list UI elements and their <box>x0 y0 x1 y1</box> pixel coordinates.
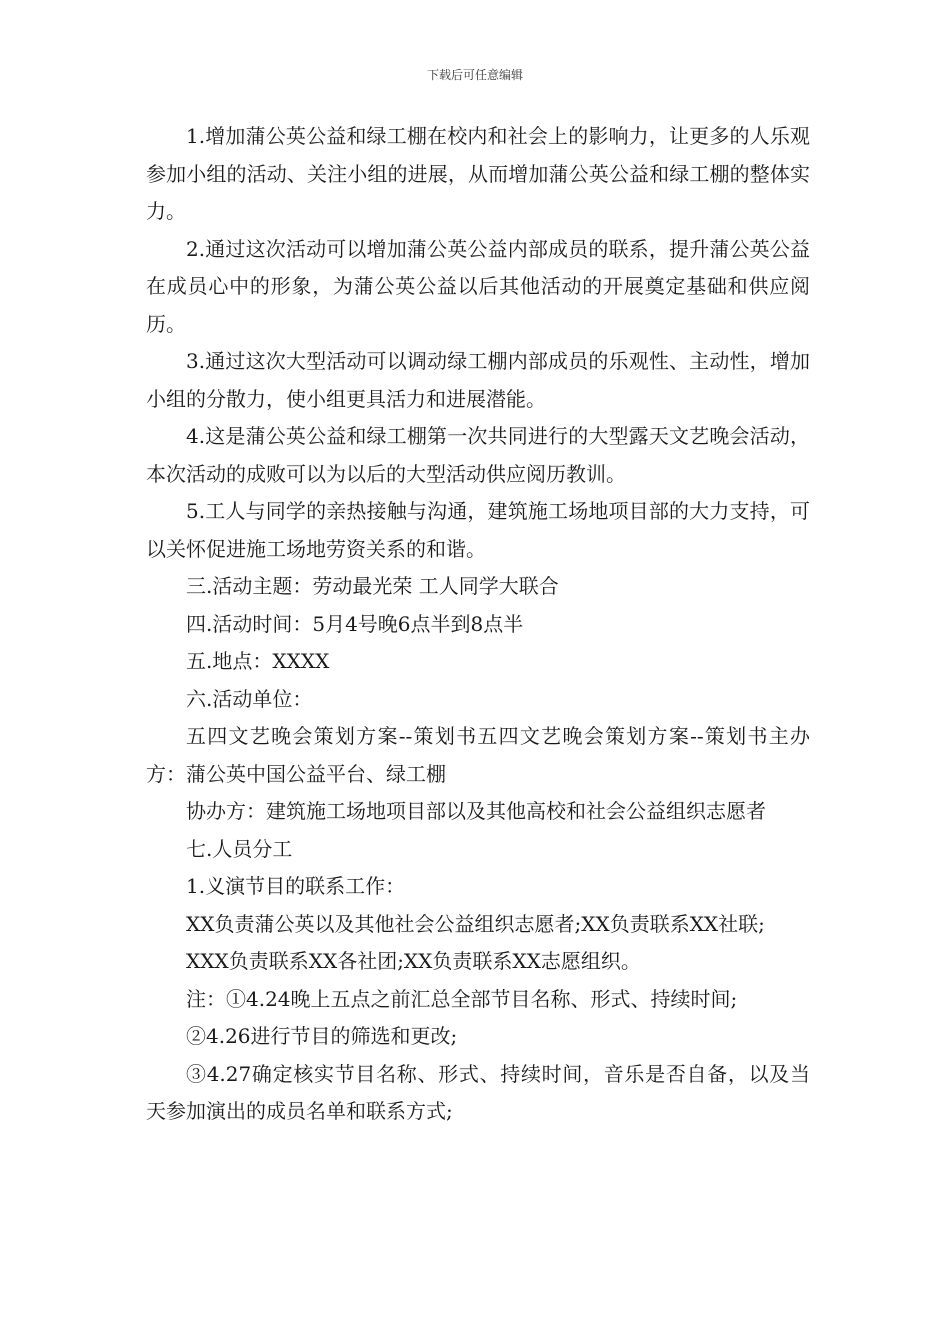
section-time: 四.活动时间：5月4号晚6点半到8点半 <box>186 611 524 636</box>
page-header: 下载后可任意编辑 <box>426 68 523 82</box>
paragraph-goal-4: 4.这是蒲公英公益和绿工棚第一次共同进行的大型露天文艺晚会活动，本次活动的成败可以为以后的大型活动供应阅历教训。 <box>146 424 810 486</box>
paragraph-goal-2: 2.通过这次活动可以增加蒲公英公益内部成员的联系，提升蒲公英公益在成员心中的形象，为蒲公英公益以后其他活动的开展奠定基础和供应阅历。 <box>146 236 810 336</box>
note-item-1: 注：①4.24晚上五点之前汇总全部节目名称、形式、持续时间; <box>186 986 738 1011</box>
paragraph-goal-3: 3.通过这次大型活动可以调动绿工棚内部成员的乐观性、主动性，增加小组的分散力，使小组更具活力和进展潜能。 <box>146 349 810 411</box>
note-item-2: ②4.26进行节目的筛选和更改; <box>186 1024 458 1048</box>
subsection-contact-work: 1.义演节目的联系工作： <box>186 874 406 898</box>
paragraph-co-organizer: 协办方：建筑施工场地项目部以及其他高校和社会公益组织志愿者 <box>186 799 766 823</box>
section-theme: 三.活动主题：劳动最光荣 工人同学大联合 <box>186 574 559 598</box>
section-units: 六.活动单位： <box>186 686 313 711</box>
paragraph-goal-1: 1.增加蒲公英公益和绿工棚在校内和社会上的影响力，让更多的人乐观参加小组的活动、关注小组的进展，从而增加蒲公英公益和绿工棚的整体实力。 <box>146 124 810 223</box>
paragraph-contact-1: XX负责蒲公英以及其他社会公益组织志愿者;XX负责联系XX社联; <box>186 911 765 936</box>
paragraph-goal-5: 5.工人与同学的亲热接触与沟通，建筑施工场地项目部的大力支持，可以关怀促进施工场地劳资关系的和谐。 <box>146 499 810 561</box>
section-staffing: 七.人员分工 <box>186 836 293 861</box>
document-body <box>146 118 810 1131</box>
note-item-3: ③4.27确定核实节目名称、形式、持续时间，音乐是否自备，以及当天参加演出的成员名单和联系方式; <box>146 1061 810 1123</box>
section-location: 五.地点：XXXX <box>186 649 330 673</box>
paragraph-contact-2: XXX负责联系XX各社团;XX负责联系XX志愿组织。 <box>186 949 641 973</box>
paragraph-organizer: 五四文艺晚会策划方案--策划书五四文艺晚会策划方案--策划书主办方：蒲公英中国公益平台、绿工棚 <box>146 724 810 786</box>
